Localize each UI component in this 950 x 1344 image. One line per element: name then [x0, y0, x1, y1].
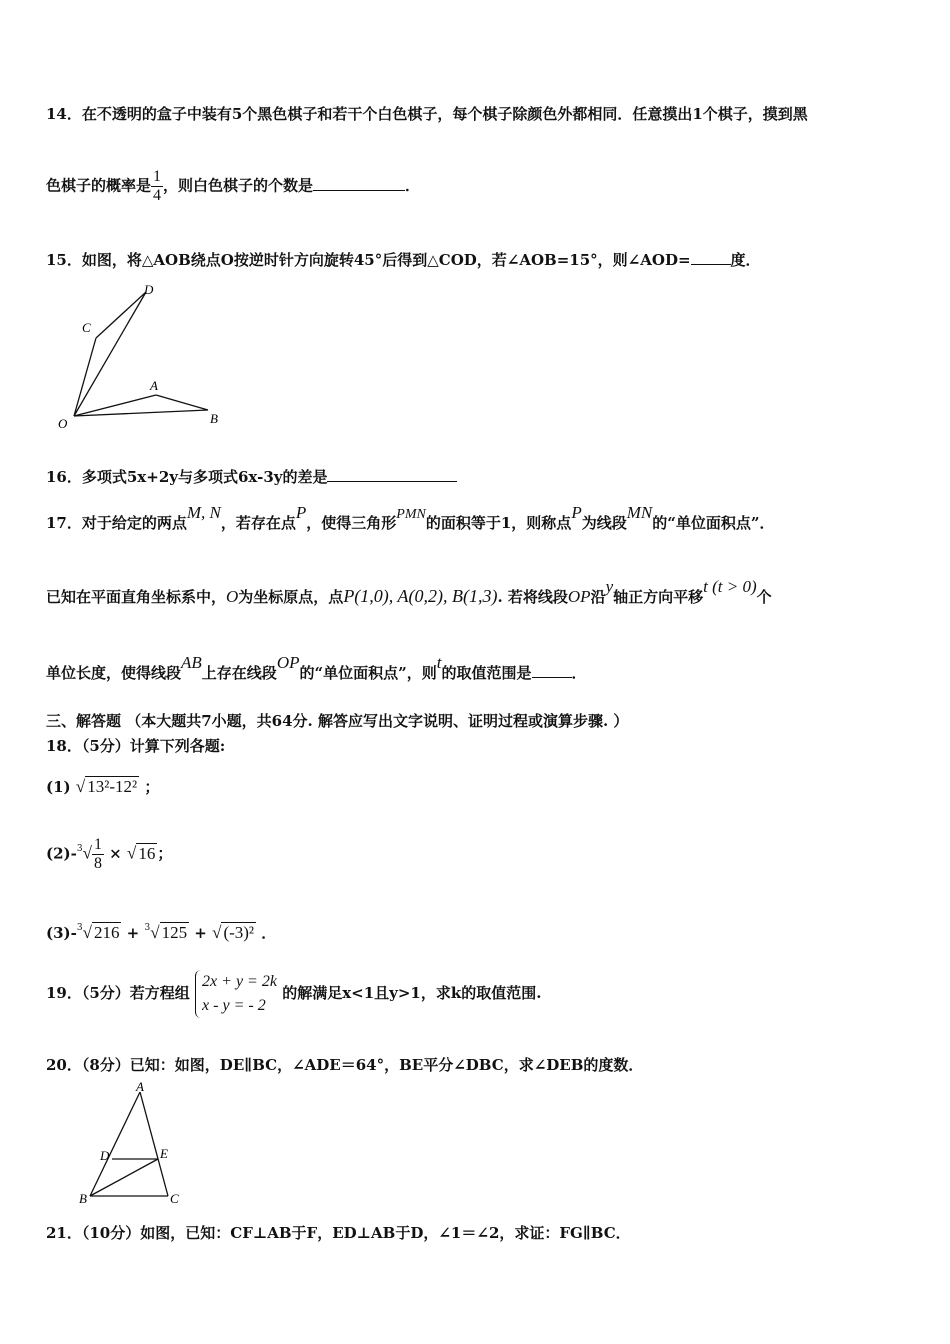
q19-eq2: x - y = - 2	[202, 997, 266, 1014]
q17-mn2: MN	[626, 503, 653, 522]
q18-p3-radical3: √ (-3)²	[212, 923, 255, 942]
q17-text-2f: 个	[756, 588, 772, 606]
q17-p2: P	[571, 503, 582, 522]
q17-text-3c: 的“单位面积点”，则	[299, 664, 437, 682]
q17-op: OP	[567, 587, 591, 606]
q17-text-2b: 为坐标原点，点	[238, 588, 344, 606]
q19-line	[46, 970, 541, 1018]
q15-text	[46, 249, 761, 270]
q17-p: P	[295, 503, 307, 522]
q18-p3-end: ．	[261, 924, 277, 942]
q18-p3-index2: 3	[144, 923, 151, 933]
q18-p2-index: 3	[76, 843, 83, 854]
q18-p3-radical1: √ 216	[82, 923, 120, 942]
q17-end: ．	[571, 664, 587, 682]
q18-p3-r2: 125	[161, 923, 188, 942]
q17-points: P(1,0), A(0,2), B(1,3)	[343, 586, 498, 606]
q15-label-o: O	[58, 416, 68, 431]
q18-p3-radical2: √ 125	[150, 923, 188, 942]
q18-p2-sqrt-val: 16	[138, 843, 156, 863]
q18-p1-label: (1)	[46, 778, 71, 796]
q17-text-2e: 轴正方向平移	[613, 588, 704, 606]
q18-part3	[46, 922, 276, 943]
q18-p2-fraction	[92, 836, 104, 873]
q17-text-3a: 单位长度，使得线段	[46, 664, 182, 682]
q20-figure	[74, 1082, 194, 1208]
q17-text-f: 的“单位面积点”．	[652, 514, 775, 532]
q17-text-2c: . 若将线段	[497, 588, 568, 606]
q14-line2	[46, 168, 420, 205]
q18-p2-sqrt: √ 16	[126, 843, 156, 863]
q15-body: 15．如图，将△AOB绕点O按逆时针方向旋转45°后得到△COD，若∠AOB=15°，则∠AOD=	[46, 251, 691, 269]
q17-text-3d: 的取值范围是	[441, 664, 532, 682]
q14-fraction	[151, 168, 163, 205]
q16-text	[46, 466, 457, 487]
q14-end: ．	[405, 176, 421, 195]
q18-p3-r1: 216	[93, 923, 120, 942]
q17-answer-blank[interactable]	[532, 677, 572, 678]
q17-op2: OP	[276, 653, 300, 672]
q20-text: 20．（8分）已知：如图，DE∥BC，∠ADE＝64°，BE平分∠DBC，求∠DEB的度数．	[46, 1056, 644, 1074]
q15-label-a: A	[150, 378, 158, 393]
q17-line2	[46, 577, 772, 607]
q19-text-b: 的解满足x<1且y>1，求k的取值范围.	[282, 984, 542, 1002]
q18-p2-num: 1	[93, 836, 102, 853]
q18-part1	[46, 776, 159, 797]
q20-line-ab	[90, 1092, 140, 1196]
q18-p2-times: ×	[109, 844, 122, 863]
q15-label-d: D	[144, 282, 154, 297]
q20-line-ac	[140, 1092, 168, 1196]
q17-o: O	[226, 587, 239, 606]
q17-text-2d: 沿	[590, 588, 606, 606]
q15-label-b: B	[210, 411, 218, 426]
q18-p3-label: (3)-	[46, 924, 77, 942]
q15-line-ab	[156, 395, 208, 410]
q17-ab: AB	[181, 653, 202, 672]
q18-title: 18．（5分）计算下列各题:	[46, 737, 226, 755]
q17-text-3b: 上存在线段	[201, 664, 277, 682]
q16-answer-blank[interactable]	[327, 481, 457, 482]
q20-label-b: B	[79, 1191, 87, 1206]
q14-text-a: 色棋子的概率是	[46, 176, 152, 195]
q20-label-e: E	[160, 1146, 168, 1161]
q14-answer-blank[interactable]	[313, 190, 405, 191]
q17-t: t	[436, 653, 442, 672]
q15-line-oc	[74, 338, 96, 416]
q17-y: y	[605, 577, 614, 596]
q21-text: 21．（10分）如图，已知：CF⊥AB于F，ED⊥AB于D，∠1＝∠2，求证：FG∥BC．	[46, 1224, 631, 1242]
q17-text-b: ，若存在点	[220, 514, 296, 532]
q19-text-a: 19．（5分）若方程组	[46, 984, 190, 1002]
q17-pmn: PMN	[396, 507, 426, 522]
q18-p2-label: (2)-	[46, 844, 77, 863]
q14-frac-num: 1	[153, 168, 162, 185]
q18-p3-index1: 3	[76, 923, 83, 933]
q14-frac-den: 4	[153, 187, 162, 204]
q16-body: 16．多项式5x+2y与多项式6x-3y的差是	[46, 468, 328, 486]
q19-equation-system	[195, 970, 277, 1018]
q17-text-a: 17．对于给定的两点	[46, 514, 187, 532]
q17-line3	[46, 653, 587, 683]
q20-line-be	[90, 1159, 158, 1196]
q14-line1: 14．在不透明的盒子中装有5个黑色棋子和若干个白色棋子，每个棋子除颜色外都相同．任意摸出1个棋子，摸到黑	[46, 105, 808, 123]
q18-p2-end: ；	[157, 844, 173, 863]
q20-label-a: A	[136, 1082, 144, 1094]
q17-t-cond: t (t > 0)	[703, 577, 757, 596]
q18-p2-den: 8	[93, 855, 102, 872]
q15-label-c: C	[82, 320, 91, 335]
q18-p2-radical: √	[82, 843, 92, 863]
q18-p3-plus2: +	[194, 924, 207, 942]
q15-line-cd	[96, 292, 146, 338]
q19-eq1: 2x + y = 2k	[202, 973, 277, 990]
q18-p1-radical: √ 13²-12²	[75, 777, 138, 796]
q17-text-2a: 已知在平面直角坐标系中，	[46, 588, 227, 606]
q15-end: 度．	[730, 251, 761, 269]
q20-label-c: C	[170, 1191, 179, 1206]
q17-text-e: 为线段	[581, 514, 627, 532]
q18-p1-end: ；	[144, 778, 160, 796]
q18-part2	[46, 836, 172, 873]
q15-line-od	[74, 292, 146, 416]
q15-figure	[50, 280, 240, 440]
q18-p3-r3: (-3)²	[223, 923, 255, 942]
section-3-heading: 三、解答题 （本大题共7小题，共64分. 解答应写出文字说明、证明过程或演算步骤. ）	[46, 712, 629, 730]
q14-text-b: ，则白色棋子的个数是	[163, 176, 314, 195]
q17-line1	[46, 503, 775, 533]
q20-label-d: D	[100, 1148, 110, 1163]
q15-answer-blank[interactable]	[691, 264, 731, 265]
q18-p1-expr: 13²-12²	[87, 777, 138, 796]
q17-mn: M, N	[186, 503, 221, 522]
q18-p3-plus1: +	[126, 924, 140, 942]
q17-text-c: ，使得三角形	[306, 514, 397, 532]
q17-text-d: 的面积等于1，则称点	[425, 514, 572, 532]
